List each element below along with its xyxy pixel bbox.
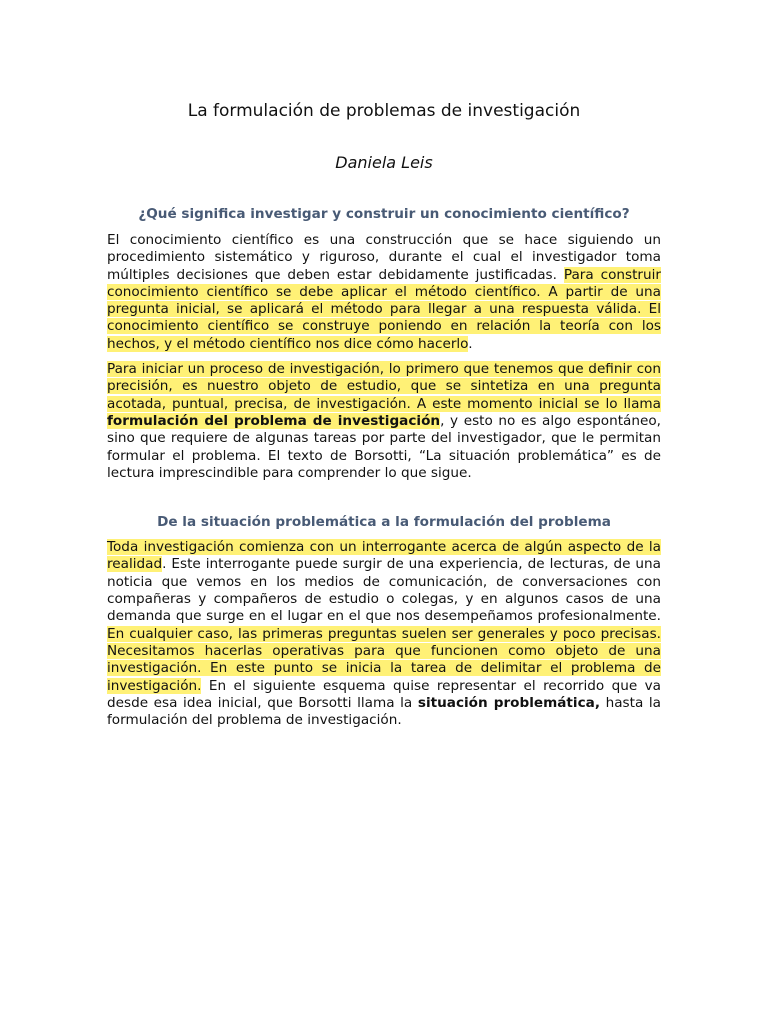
paragraph-2 — [107, 353, 661, 482]
paragraph-1-end: . — [468, 335, 473, 352]
paragraph-3-text-2: En el siguiente esquema quise representar el recorrido que va desde esa idea inicial, que Borsotti llama la — [107, 677, 661, 711]
document-author: Daniela Leis — [335, 153, 433, 172]
paragraph-3 — [107, 532, 661, 729]
paragraph-1-text: El conocimiento científico es una construcción que se hace siguiendo un procedimiento sistemático y riguroso, durante el cual el investigador toma múltiples decisiones que deben estar debidamente justificadas. — [107, 232, 661, 283]
document-title: La formulación de problemas de investigación — [187, 101, 581, 121]
paragraph-2-highlight: Para iniciar un proceso de investigación, lo primero que tenemos que definir con precisión, es nuestro objeto de estudio, que se sintetiza en una pregunta acotada, puntual, precisa, de investigación. A este momento inicial se lo llama — [107, 361, 661, 412]
paragraph-3-bold-term: situación problemática, — [417, 694, 600, 711]
paragraph-2-text: , y esto no es algo espontáneo, sino que requiere de algunas tareas por parte del investigador, que le permitan formular el problema. El texto de Borsotti, “La situación problemática” es de lectura imprescindible para comprender lo que sigue. — [107, 412, 661, 481]
section-heading-1: ¿Qué significa investigar y construir un conocimiento científico? — [138, 206, 630, 222]
paragraph-2-bold-term: formulación del problema de investigación — [107, 412, 441, 429]
paragraph-3-text-3: hasta la formulación del problema de investigación. — [107, 694, 661, 729]
paragraph-3-highlight-1: Toda investigación comienza con un interrogante acerca de algún aspecto de la realidad — [107, 539, 661, 573]
paragraph-1 — [107, 224, 661, 353]
paragraph-3-text-1: . Este interrogante puede surgir de una experiencia, de lecturas, de una noticia que vemos en los medios de comunicación, de conversaciones con compañeras y compañeros de estudio o colegas, y en algunos casos de una demanda que surge en el lugar en el que nos desempeñamos profesionalmente. — [107, 556, 661, 625]
section-heading-2: De la situación problemática a la formulación del problema — [157, 514, 611, 531]
paragraph-1-highlight: Para construir conocimiento científico se debe aplicar el método científico. A partir de una pregunta inicial, se aplicará el método para llegar a una respuesta válida. El conocimiento científico se construye poniendo en relación la teoría con los hechos, y el método científico nos dice cómo hacerlo — [107, 266, 662, 352]
paragraph-3-highlight-2: En cualquier caso, las primeras preguntas suelen ser generales y poco precisas. Necesitamos hacerlas operativas para que funcionen como objeto de una investigación. En este punto se inicia la tarea de delimitar el problema de investigación. — [107, 625, 661, 694]
